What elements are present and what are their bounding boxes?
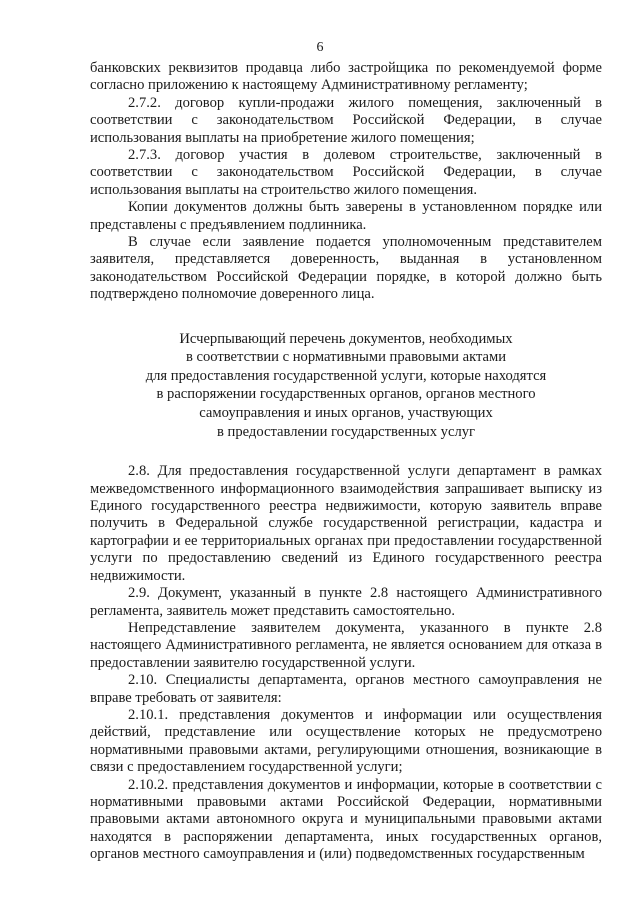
heading-line: в предоставлении государственных услуг — [216, 423, 476, 440]
paragraph: 2.9. Документ, указанный в пункте 2.8 настоящего Административного регламента, заявитель может представить самостоятельно. — [90, 585, 602, 619]
paragraph: В случае если заявление подается уполномоченным представителем заявителя, представляется доверенность, выданная в установленном законодательством Российской Федерации порядке, в которой должно быть подтверждено полномочие доверенного лица. — [90, 234, 602, 303]
paragraph: 2.8. Для предоставления государственной услуги департамент в рамках межведомственного информационного взаимодействия запрашивает выписку из Единого государственного реестра недвижимости, которую заявитель вправе получить в Федеральной службе государственной регистрации, кадастра и картографии и ее территориальных органах при предоставлении государственной услуги по предоставлению сведений из Единого государственного реестра недвижимости. — [90, 463, 602, 584]
heading-line: для предоставления государственной услуги, которые находятся — [145, 367, 547, 384]
heading-line: в соответствии с нормативными правовыми актами — [185, 349, 507, 366]
heading-line: самоуправления и иных органов, участвующих — [199, 405, 493, 422]
paragraph: 2.10.2. представления документов и информации, которые в соответствии с нормативными правовыми актами Российской Федерации, нормативными правовыми актами автономного округа и муниципальными правовыми актами находятся в распоряжении департамента, иных государственных органов, органов местного самоуправления и (или) подведомственных государственным — [90, 776, 602, 863]
paragraph: Непредставление заявителем документа, указанного в пункте 2.8 настоящего Административного регламента, не является основанием для отказа в предоставлении заявителю государственной услуги. — [90, 619, 602, 671]
paragraph: 2.10.1. представления документов и информации или осуществления действий, представление или осуществление которых не предусмотрено нормативными правовыми актами, регулирующими отношения, возникающие в связи с предоставлением государственной услуги; — [90, 706, 602, 776]
paragraph: банковских реквизитов продавца либо застройщика по рекомендуемой форме согласно приложению к настоящему Административному регламенту; — [90, 60, 602, 94]
paragraphs-top — [90, 60, 602, 304]
paragraph: 2.10. Специалисты департамента, органов местного самоуправления не вправе требовать от заявителя: — [90, 672, 602, 706]
paragraph: 2.7.2. договор купли-продажи жилого помещения, заключенный в соответствии с законодательством Российской Федерации, в случае использования выплаты на приобретение жилого помещения; — [90, 94, 602, 146]
heading-line: Исчерпывающий перечень документов, необходимых — [179, 330, 513, 347]
heading-line: в распоряжении государственных органов, органов местного — [156, 386, 536, 403]
paragraph: Копии документов должны быть заверены в установленном порядке или представлены с предъявлением подлинника. — [90, 199, 602, 233]
page-number: 6 — [316, 40, 324, 55]
section-heading — [90, 330, 602, 442]
paragraphs-bottom — [90, 463, 602, 863]
paragraph: 2.7.3. договор участия в долевом строительстве, заключенный в соответствии с законодательством Российской Федерации, в случае использования выплаты на строительство жилого помещения. — [90, 147, 602, 198]
document-body — [90, 60, 602, 864]
